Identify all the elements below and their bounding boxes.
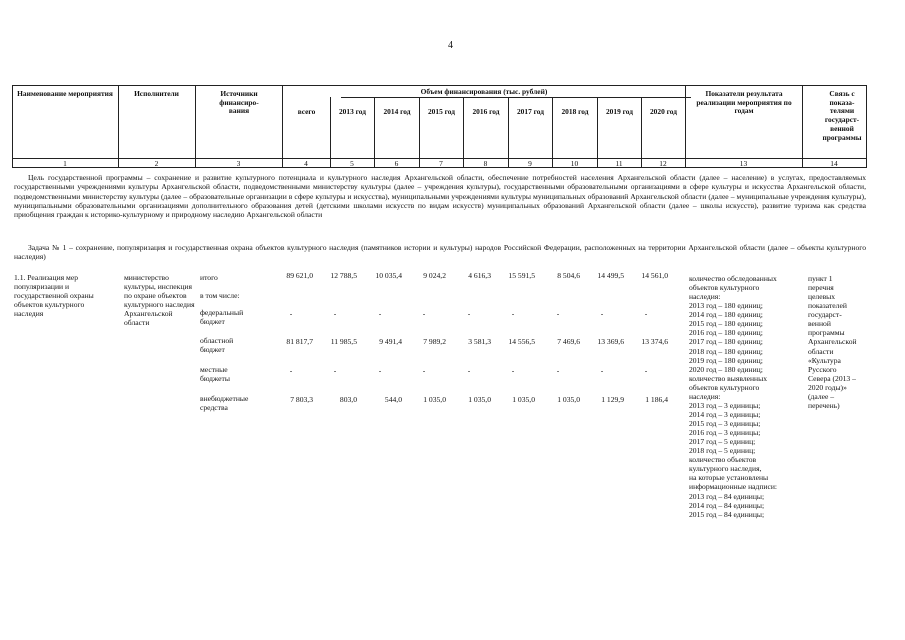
activity-executors: министерство культуры, инспекция по охране объектов культурного наследия Архангельской области (124, 273, 195, 327)
col-number: 8 (483, 159, 488, 168)
funding-value: 14 499,5 (597, 271, 624, 280)
header-col-2015: 2015 год (427, 107, 456, 116)
funding-value: 89 621,0 (286, 271, 313, 280)
result-line: 2013 год – 3 единицы; (689, 400, 761, 410)
funding-value: - (289, 309, 293, 318)
header-col-2013: 2013 год (338, 107, 367, 116)
result-line: количество выявленных (689, 373, 768, 383)
funding-value: - (422, 366, 426, 375)
funding-value: - (511, 366, 515, 375)
funding-value: - (467, 309, 471, 318)
result-line: 2014 год – 84 единицы; (689, 500, 765, 510)
funding-value: - (289, 366, 293, 375)
header-col-2016: 2016 год (472, 107, 500, 116)
funding-value: 1 129,9 (601, 395, 624, 404)
header-col-results: Показатели результата реализации мероприятия по годам (696, 89, 792, 116)
funding-value: 13 374,6 (641, 337, 668, 346)
col-number: 13 (739, 159, 748, 168)
header-col-2020: 2020 год (649, 107, 678, 116)
col-number: 1 (63, 159, 67, 168)
funding-value: 1 035,0 (423, 395, 446, 404)
col-number: 2 (154, 159, 159, 168)
header-col-total: всего (297, 107, 316, 116)
table-header (12, 85, 867, 168)
col-number: 14 (830, 159, 838, 168)
funding-value: 7 803,3 (290, 395, 313, 404)
funding-value: 7 989,2 (423, 337, 446, 346)
funding-value: - (556, 309, 560, 318)
result-line: наследия: (689, 391, 721, 401)
result-line: 2016 год – 180 единиц; (689, 328, 763, 338)
header-col-executors: Исполнители (134, 89, 179, 98)
result-line: 2018 год – 180 единиц; (689, 346, 763, 356)
funding-value: - (378, 366, 382, 375)
result-line: 2018 год – 5 единиц; (689, 446, 756, 456)
funding-value: 9 024,2 (423, 271, 446, 280)
funding-value: 14 556,5 (508, 337, 535, 346)
funding-value: 1 035,0 (557, 395, 580, 404)
result-line: на которые установлены (689, 473, 769, 483)
funding-value: 10 035,4 (375, 271, 402, 280)
funding-value: - (467, 366, 471, 375)
funding-value: 803,0 (339, 395, 357, 404)
funding-value: 8 504,6 (557, 271, 580, 280)
result-line: 2014 год – 3 единицы; (689, 409, 761, 419)
funding-value: - (644, 366, 648, 375)
source-label-local: местные бюджеты (200, 365, 230, 383)
col-border (195, 86, 196, 168)
col-number: 9 (528, 159, 532, 168)
result-line: количество объектов (689, 455, 757, 465)
funding-value: 1 035,0 (512, 395, 535, 404)
funding-value: 11 985,5 (330, 337, 357, 346)
col-number: 12 (659, 159, 667, 168)
goal-paragraph: Цель государственной программы – сохранение и развитие культурного потенциала и культурного наследия Архангельской области, обеспечение потребностей населения Архангельской области (далее – население) в услугах, предоставляемых государственными учреждениями культуры Архангельской области, подведомственными министерству культуры (далее – учреждения культуры), государственными образовательными организациями в сфере культуры и искусства Архангельской области, подведомственными министерству культуры (далее – образовательные организации в сфере культуры и искусства), муниципальными учреждениями культуры муниципальных образований Архангельской области (далее – муниципальные учреждения культуры), муниципальными образовательными организациями дополнительного образования детей (детскими школами искусств по видам искусств) муниципальных образований Архангельской области (далее – школы искусств), развитие туризма как средства приобщения граждан к историко-культурному и природному наследию Архангельской области (14, 173, 866, 219)
col-border (866, 86, 867, 168)
funding-value: - (333, 309, 337, 318)
funding-value: - (378, 309, 382, 318)
col-number: 7 (439, 159, 443, 168)
funding-value: 3 581,3 (468, 337, 491, 346)
col-number: 5 (350, 159, 354, 168)
header-col-name: Наименование мероприятия (17, 89, 113, 98)
col-border (118, 86, 119, 168)
funding-value: 9 491,4 (379, 337, 402, 346)
funding-value: 1 035,0 (468, 395, 491, 404)
funding-value: - (600, 309, 604, 318)
col-number: 10 (570, 159, 579, 168)
funding-value: 13 369,6 (597, 337, 624, 346)
col-border (802, 86, 803, 168)
col-border (12, 86, 13, 168)
funding-value: - (333, 366, 337, 375)
page-number: 4 (448, 40, 453, 51)
funding-value: - (644, 309, 648, 318)
funding-value: 15 591,5 (508, 271, 535, 280)
col-number: 11 (615, 159, 623, 168)
funding-value: 12 788,5 (330, 271, 357, 280)
result-line: количество обследованных (689, 274, 777, 283)
funding-value: 81 817,7 (286, 337, 313, 346)
col-number: 3 (236, 159, 241, 168)
funding-subheader-line (341, 97, 691, 98)
result-line: 2013 год – 180 единиц; (689, 301, 763, 311)
result-line: 2017 год – 5 единиц; (689, 437, 756, 447)
result-line: информационные надписи: (689, 482, 778, 492)
funding-value: - (511, 309, 515, 318)
source-label-including: в том числе: (200, 291, 240, 300)
header-col-2017: 2017 год (516, 107, 545, 116)
funding-value: 4 616,3 (468, 271, 491, 280)
header-col-2018: 2018 год (561, 107, 589, 116)
funding-value: 1 186,4 (645, 395, 668, 404)
result-line: объектов культурного (689, 382, 760, 392)
result-line: 2016 год – 3 единицы; (689, 428, 761, 438)
result-line: объектов культурного (689, 283, 760, 293)
funding-value: - (600, 366, 604, 375)
header-col-sources: Источники финансиро- вания (219, 89, 259, 116)
col-number: 6 (394, 159, 399, 168)
result-line: 2015 год – 3 единицы; (689, 419, 761, 428)
source-label-extrabudget: внебюджетные средства (200, 394, 249, 412)
header-col-2014: 2014 год (383, 107, 411, 116)
funding-value: 14 561,0 (641, 271, 668, 280)
activity-name: 1.1. Реализация мер популяризации и государственной охраны объектов культурного наследия (14, 273, 94, 318)
result-line: 2015 год – 180 единиц; (689, 319, 763, 329)
source-label-regional: областной бюджет (200, 336, 234, 354)
result-line: наследия: (689, 292, 721, 302)
result-line: 2020 год – 180 единиц; (689, 364, 763, 374)
result-line: 2014 год – 180 единиц; (689, 310, 763, 320)
header-col-link: Связь с показа- телями государст- венной программы (822, 89, 862, 142)
funding-value: - (556, 366, 560, 375)
task-paragraph: Задача № 1 – сохранение, популяризация и государственная охрана объектов культурного наследия (памятников истории и культуры) народов Российской Федерации, расположенных на территории Архангельской области (далее – объекты культурного наследия) (14, 243, 866, 262)
col-border (685, 86, 686, 168)
results-column (689, 274, 777, 519)
funding-value: - (422, 309, 426, 318)
funding-value: 544,0 (384, 395, 402, 404)
col-border (282, 86, 283, 168)
header-col-2019: 2019 год (605, 107, 634, 116)
source-label-total: итого (200, 273, 218, 282)
funding-value: 7 469,6 (557, 337, 580, 346)
result-line: 2019 год – 180 единиц; (689, 355, 763, 365)
result-line: 2013 год – 84 единицы; (689, 491, 765, 501)
col-number: 4 (304, 159, 308, 168)
result-line: 2017 год – 180 единиц; (689, 337, 763, 347)
result-line: культурного наследия, (689, 464, 762, 474)
header-funding-title: Объем финансирования (тыс. рублей) (420, 87, 548, 96)
source-label-federal: федеральный бюджет (200, 308, 244, 326)
result-line: 2015 год – 84 единицы; (689, 509, 765, 519)
program-link: пункт 1 перечня целевых показателей государст- венной программы Архангельской области «Культура Русского Севера (2013 – 2020 годы)» (далее – перечень) (808, 274, 857, 410)
